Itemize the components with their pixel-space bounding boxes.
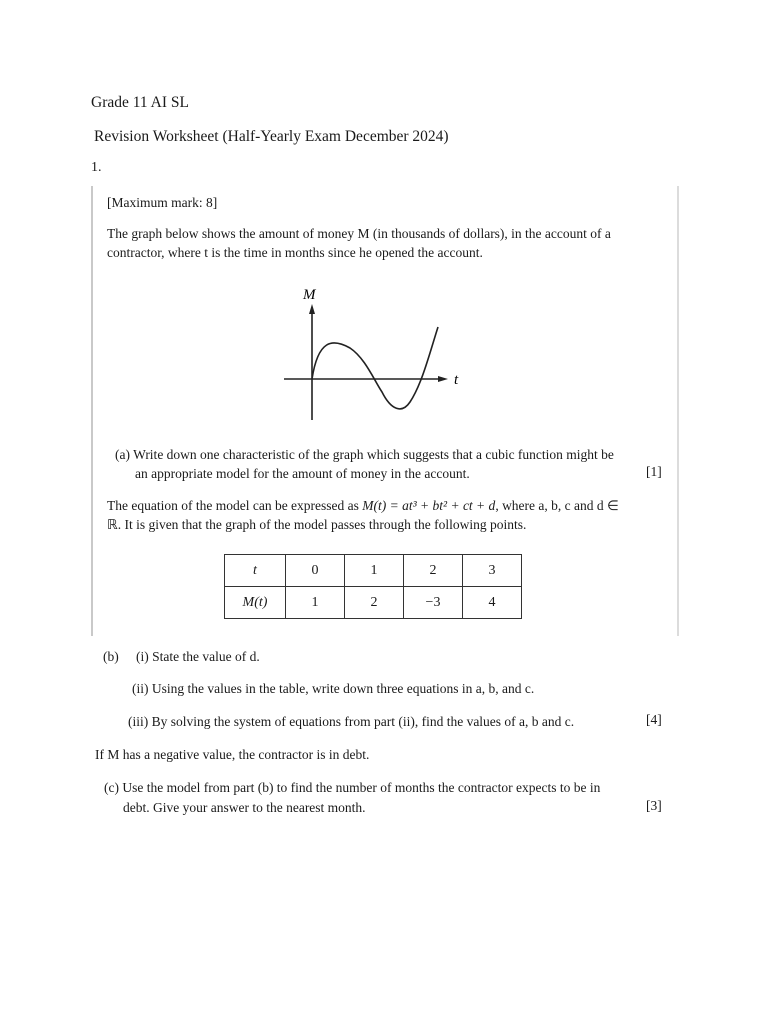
part-b-i: (i) State the value of d. — [136, 649, 260, 664]
y-axis-label: M — [303, 287, 316, 303]
table-header-m: M(t) — [225, 587, 286, 619]
y-axis-arrow — [309, 304, 315, 314]
values-table — [224, 554, 522, 619]
part-b-mark: [4] — [646, 712, 662, 727]
cubic-curve — [312, 327, 438, 409]
equation-line-2: ℝ. It is given that the graph of the model passes through the following points. — [107, 517, 527, 532]
x-axis-label: t — [454, 372, 459, 388]
intro-line-2: contractor, where t is the time in months since he opened the account. — [107, 245, 483, 260]
grade-heading: Grade 11 AI SL — [91, 94, 190, 111]
part-a-line-2: an appropriate model for the amount of money in the account. — [135, 466, 470, 481]
table-row-m — [225, 587, 522, 619]
x-axis-arrow — [438, 376, 448, 382]
part-b-label: (b) — [103, 649, 119, 664]
part-c-line-1: (c) Use the model from part (b) to find the number of months the contractor expects to be in — [104, 780, 601, 795]
table-cell: 1 — [286, 587, 345, 619]
table-cell: 0 — [286, 555, 345, 587]
intro-line-1: The graph below shows the amount of money M (in thousands of dollars), in the account of a — [107, 226, 611, 241]
table-cell: 4 — [463, 587, 522, 619]
table-cell: 2 — [404, 555, 463, 587]
worksheet-title: Revision Worksheet (Half-Yearly Exam December 2024) — [94, 128, 449, 145]
part-a-line-1: (a) Write down one characteristic of the graph which suggests that a cubic function might be — [115, 447, 614, 462]
table-cell: 1 — [345, 555, 404, 587]
question-number: 1. — [91, 160, 102, 175]
equation-line-1 — [107, 496, 619, 515]
debt-note: If M has a negative value, the contractor is in debt. — [95, 747, 370, 762]
table-cell: −3 — [404, 587, 463, 619]
part-c-mark: [3] — [646, 798, 662, 813]
equation-domain: , where a, b, c and d ∈ — [495, 498, 619, 513]
table-row-t — [225, 555, 522, 587]
table-cell: 3 — [463, 555, 522, 587]
part-c-line-2: debt. Give your answer to the nearest month. — [123, 800, 366, 815]
table-cell: 2 — [345, 587, 404, 619]
part-b-iii: (iii) By solving the system of equations from part (ii), find the values of a, b and c. — [128, 714, 575, 729]
table-header-t: t — [225, 555, 286, 587]
question-box-left-border — [91, 186, 93, 636]
cubic-graph — [270, 282, 480, 427]
part-b-ii: (ii) Using the values in the table, write down three equations in a, b, and c. — [132, 681, 535, 696]
equation-formula: M(t) = at³ + bt² + ct + d — [362, 498, 496, 513]
maximum-mark: [Maximum mark: 8] — [107, 195, 218, 210]
question-box-right-border — [677, 186, 679, 636]
equation-intro: The equation of the model can be expressed as — [107, 498, 363, 513]
part-a-mark: [1] — [646, 464, 662, 479]
